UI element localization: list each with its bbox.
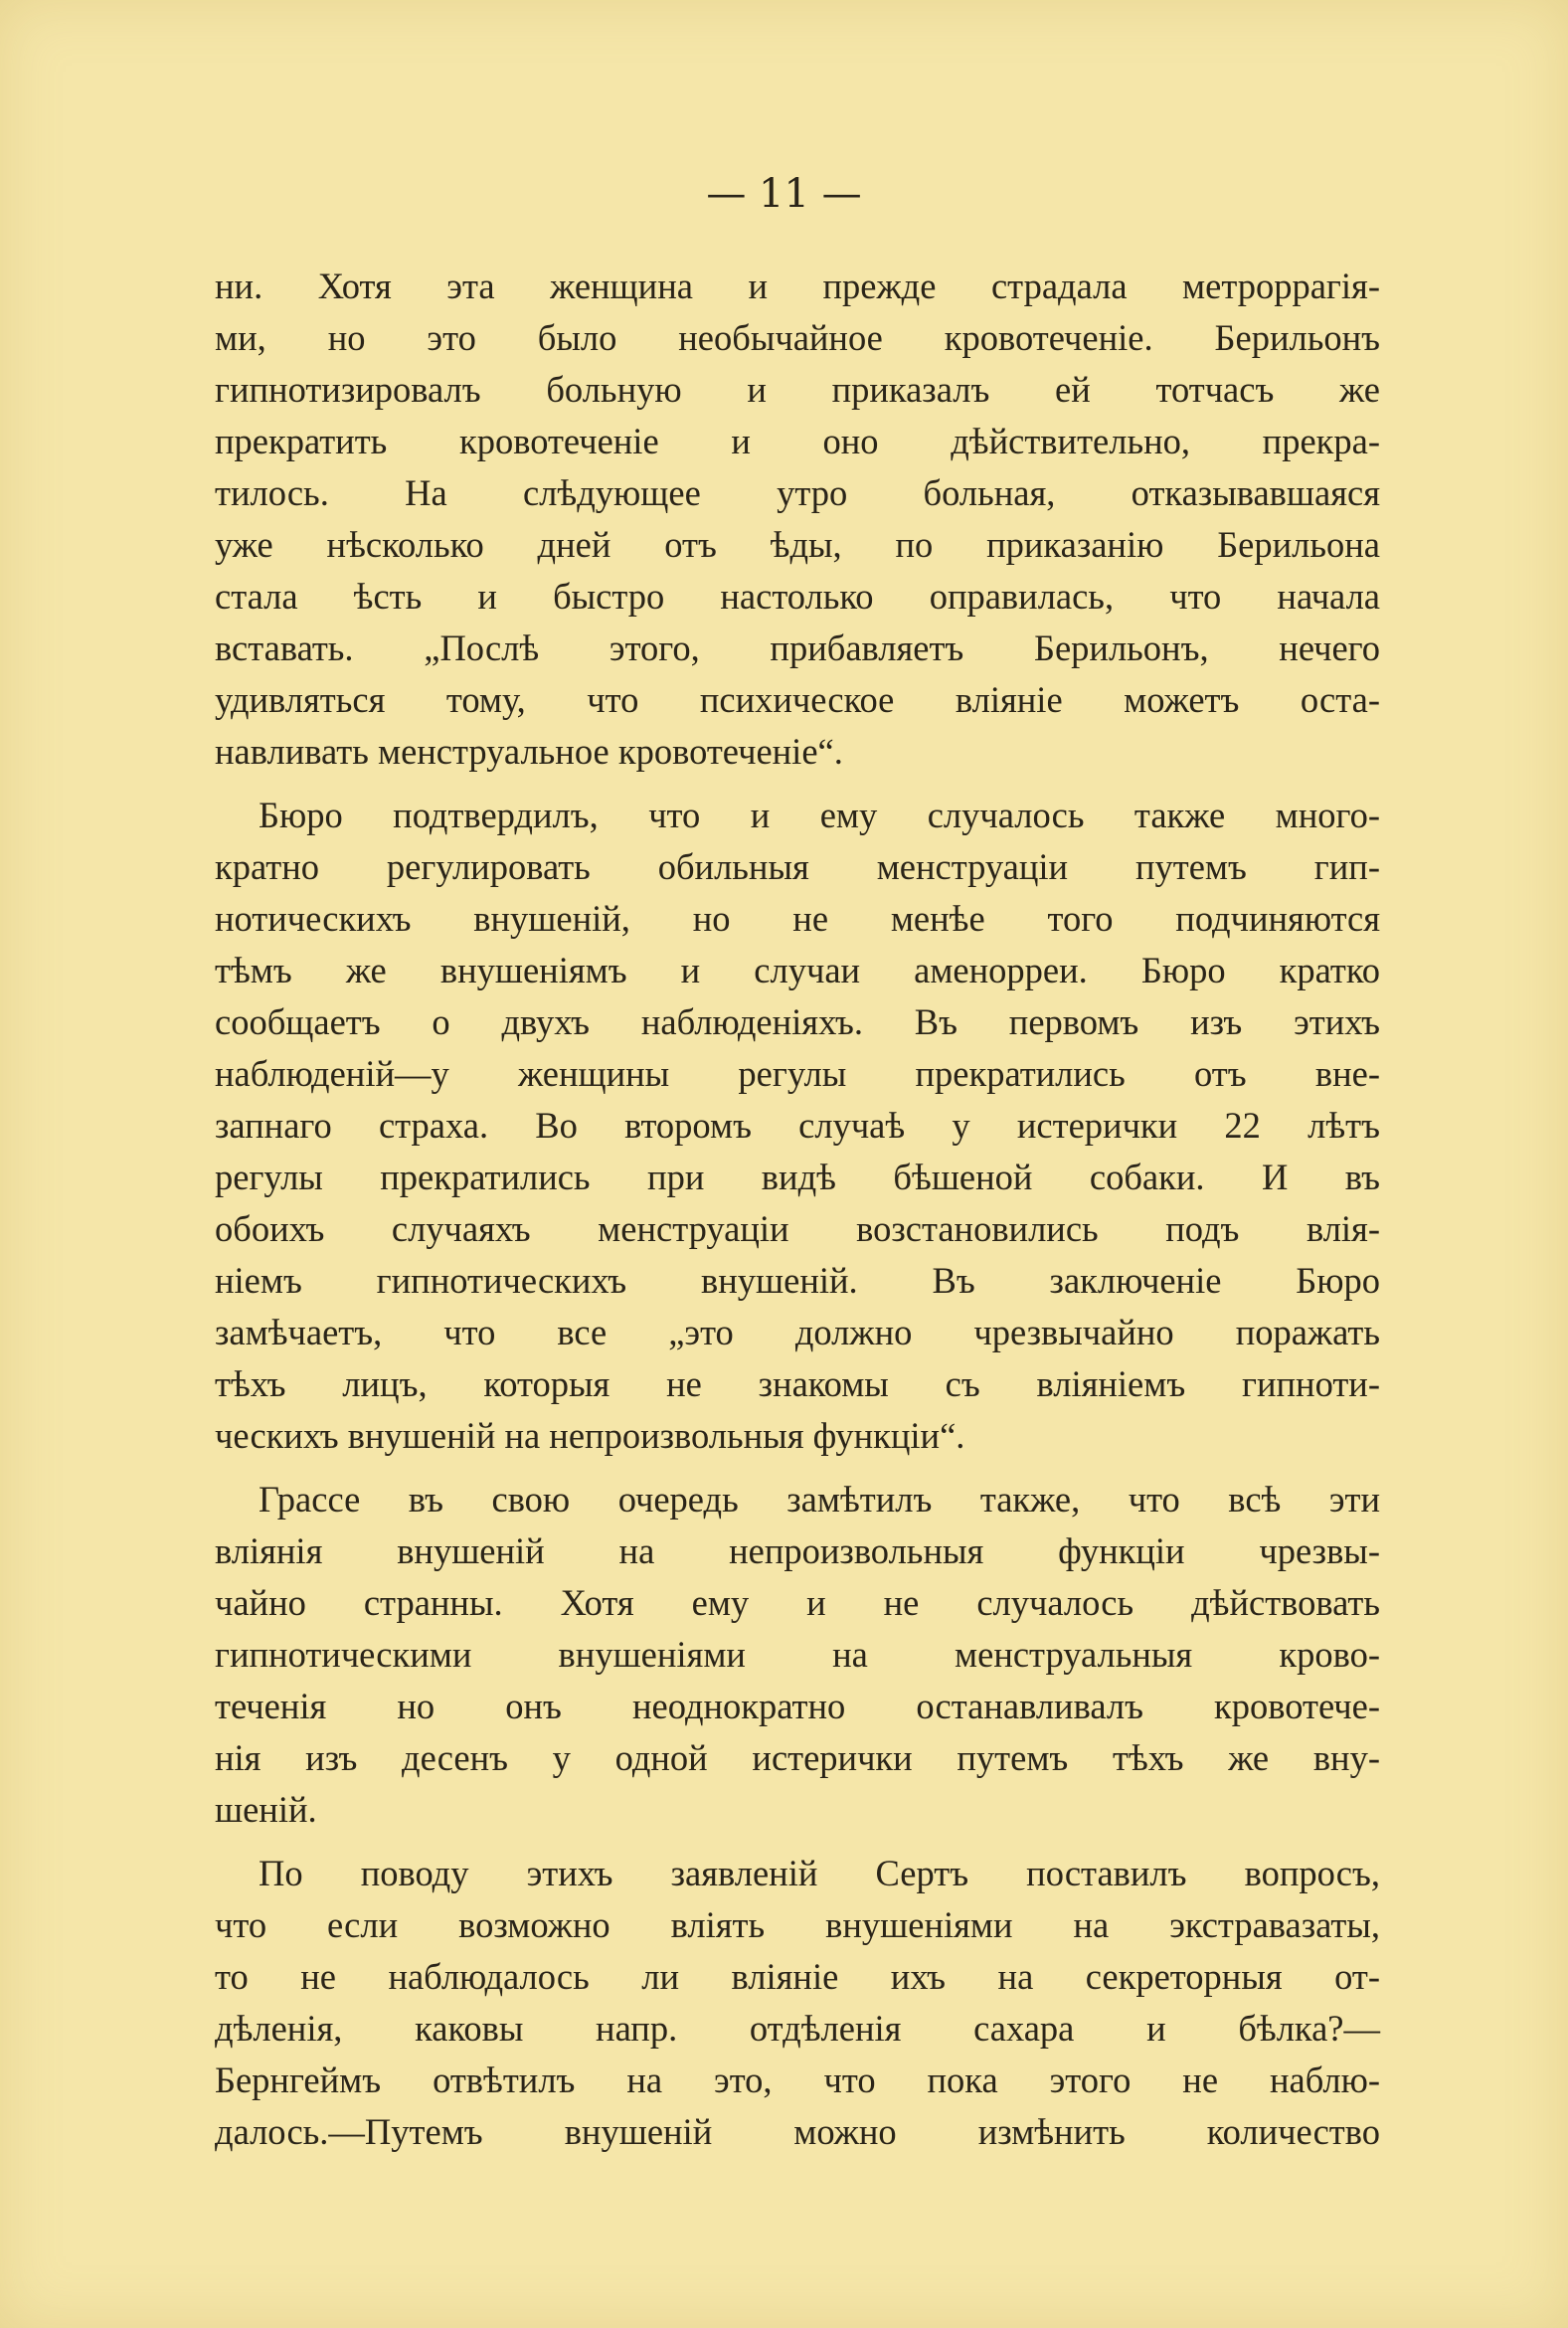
text-line: далось.—Путемъ внушеній можно измѣнить количество (215, 2111, 1380, 2152)
text-line: наблюденій—у женщины регулы прекратились отъ вне- (215, 1053, 1380, 1094)
text-line: кратно регулировать обильныя менструаціи путемъ гип- (215, 846, 1380, 887)
text-line: нотическихъ внушеній, но не менѣе того подчиняются (215, 898, 1380, 939)
text-line: замѣчаетъ, что все „это должно чрезвычайно поражать (215, 1312, 1380, 1352)
text-line: тѣхъ лицъ, которыя не знакомы съ вліяніемъ гипноти- (215, 1363, 1380, 1404)
text-line: регулы прекратились при видѣ бѣшеной собаки. И въ (215, 1157, 1380, 1197)
text-line: ческихъ внушеній на непроизвольныя функціи“. (215, 1415, 965, 1456)
text-line: дѣленія, каковы напр. отдѣленія сахара и бѣлка?— (215, 2008, 1380, 2049)
text-line: удивляться тому, что психическое вліяніе можетъ оста- (215, 679, 1380, 720)
text-line: ніемъ гипнотическихъ внушеній. Въ заключеніе Бюро (215, 1260, 1380, 1301)
text-line: нія изъ десенъ у одной истерички путемъ тѣхъ же вну- (215, 1737, 1380, 1778)
text-line: запнаго страха. Во второмъ случаѣ у истерички 22 лѣтъ (215, 1105, 1380, 1146)
text-line: то не наблюдалось ли вліяніе ихъ на секреторныя от- (215, 1956, 1380, 1997)
text-line: тилось. На слѣдующее утро больная, отказывавшаяся (215, 472, 1380, 513)
text-line: обоихъ случаяхъ менструаціи возстановились подъ влія- (215, 1208, 1380, 1249)
text-line: ми, но это было необычайное кровотеченіе. Берильонъ (215, 317, 1380, 358)
text-line: гипнотизировалъ больную и приказалъ ей тотчасъ же (215, 369, 1380, 410)
text-line: Грассе въ свою очередь замѣтилъ также, что всѣ эти (259, 1479, 1380, 1520)
text-line: сообщаетъ о двухъ наблюденіяхъ. Въ первомъ изъ этихъ (215, 1001, 1380, 1042)
text-line: Бернгеймъ отвѣтилъ на это, что пока этого не наблю- (215, 2059, 1380, 2100)
text-line: уже нѣсколько дней отъ ѣды, по приказанію Берильона (215, 524, 1380, 565)
paragraph (215, 1848, 1380, 2158)
text-line: что если возможно вліять внушеніями на экстравазаты, (215, 1904, 1380, 1945)
paragraph (215, 1474, 1380, 1836)
paragraph (215, 790, 1380, 1462)
text-line: Бюро подтвердилъ, что и ему случалось также много- (259, 795, 1380, 835)
text-line: тѣмъ же внушеніямъ и случаи аменорреи. Бюро кратко (215, 950, 1380, 990)
text-line: чайно странны. Хотя ему и не случалось дѣйствовать (215, 1582, 1380, 1623)
text-line: вліянія внушеній на непроизвольныя функціи чрезвы- (215, 1530, 1380, 1571)
paragraph (215, 261, 1380, 778)
text-line: По поводу этихъ заявленій Сертъ поставилъ вопросъ, (259, 1853, 1380, 1893)
text-line: вставать. „Послѣ этого, прибавляетъ Берильонъ, нечего (215, 627, 1380, 668)
text-line: гипнотическими внушеніями на менструальныя крово- (215, 1634, 1380, 1675)
text-line: шеній. (215, 1789, 317, 1830)
page-text (215, 261, 1380, 2158)
page-number: — 11 — (706, 171, 862, 217)
text-line: прекратить кровотеченіе и оно дѣйствительно, прекра- (215, 421, 1380, 461)
text-line: теченія но онъ неоднократно останавливалъ кровотече- (215, 1686, 1380, 1726)
text-line: навливать менструальное кровотеченіе“. (215, 731, 843, 772)
text-line: стала ѣсть и быстро настолько оправилась, что начала (215, 576, 1380, 617)
text-line: ни. Хотя эта женщина и прежде страдала метроррагія- (215, 266, 1380, 306)
